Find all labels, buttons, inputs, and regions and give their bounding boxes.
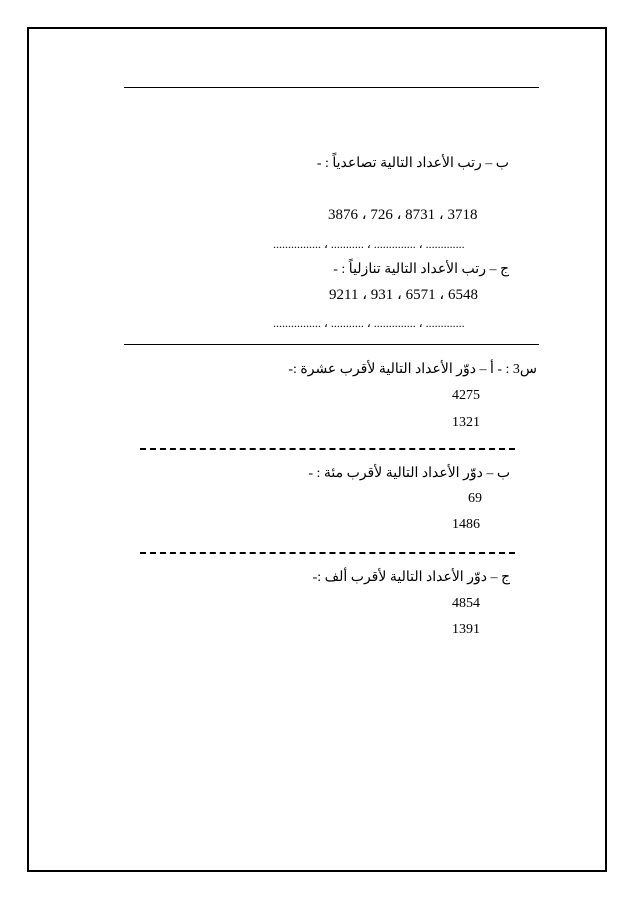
q3-part-b-value: 69 <box>468 491 482 506</box>
section-c-heading: ج – رتب الأعداد التالية تنازلياً : - <box>333 262 509 277</box>
section-b-numbers: 3876 ، 726 ، 8731 ، 3718 <box>328 207 478 223</box>
middle-divider <box>124 344 539 345</box>
q3-part-a-value: 1321 <box>452 415 480 430</box>
dashed-separator <box>140 552 515 554</box>
section-b-answer-line[interactable]: ................ ، ........... ، .............. ، ............. <box>273 237 465 251</box>
section-c-numbers: 9211 ، 931 ، 6571 ، 6548 <box>329 287 478 303</box>
section-b-heading: ب – رتب الأعداد التالية تصاعدياً : - <box>316 156 509 171</box>
q3-part-c-heading: ج – دوّر الأعداد التالية لأقرب ألف :- <box>312 570 510 585</box>
q3-part-b-heading: ب – دوّر الأعداد التالية لأقرب مئة : - <box>308 466 510 481</box>
section-c-answer-line[interactable]: ................ ، ........... ، .............. ، ............. <box>273 316 465 330</box>
dashed-separator <box>140 448 515 450</box>
q3-part-b-value: 1486 <box>452 517 480 532</box>
top-divider <box>124 87 539 88</box>
q3-part-a-value: 4275 <box>452 388 480 403</box>
q3-part-c-value: 1391 <box>452 622 480 637</box>
q3-part-a-heading: س3 : - أ – دوّر الأعداد التالية لأقرب عشرة :- <box>288 362 537 377</box>
q3-part-c-value: 4854 <box>452 596 480 611</box>
